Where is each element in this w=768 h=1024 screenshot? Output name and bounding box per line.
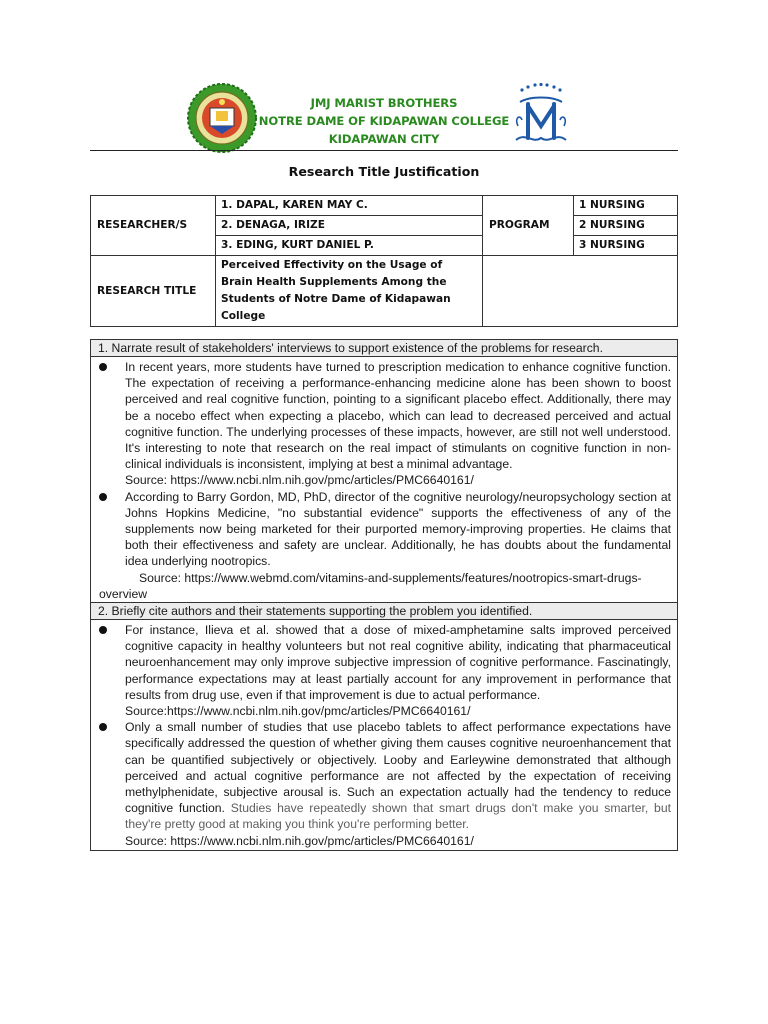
- research-title-label: RESEARCH TITLE: [91, 256, 216, 327]
- section-2-heading: 2. Briefly cite authors and their statements supporting the problem you identified.: [91, 603, 677, 620]
- section-2-paragraph-2-text: Only a small number of studies that use placebo tablets to affect performance expectations have specifically addressed the question of whether giving them causes cognitive neuroenhancement that can be quantified subjectively or objectively. Looby and Earleywine demonstrated that although perceived and actual cognitive performance are not affected by the expectation of receiving methylphenidate, subjective arousal is. Such an expectation actually had the tendency to reduce cognitive function.: [125, 720, 671, 816]
- researcher-info-table: [90, 195, 678, 327]
- header-line-3: KIDAPAWAN CITY: [328, 132, 440, 146]
- researcher-1: 1. DAPAL, KAREN MAY C.: [216, 196, 483, 216]
- school-name-block: [250, 94, 518, 148]
- list-item: [99, 489, 671, 570]
- header-line-1: JMJ MARIST BROTHERS: [310, 96, 458, 110]
- program-1: 1 NURSING: [574, 196, 678, 216]
- researcher-3: 3. EDING, KURT DANIEL P.: [216, 236, 483, 256]
- letterhead: [0, 0, 768, 150]
- list-item: [99, 719, 671, 832]
- section-2-source-1: Source:https://www.ncbi.nlm.nih.gov/pmc/articles/PMC6640161/: [125, 704, 471, 719]
- section-1-source-2-text: Source: https://www.webmd.com/vitamins-and-supplements/features/nootropics-smart-drugs-overview: [99, 570, 642, 601]
- section-2-source-2: Source: https://www.ncbi.nlm.nih.gov/pmc/articles/PMC6640161/: [125, 833, 474, 848]
- research-title-value: Perceived Effectivity on the Usage of Brain Health Supplements Among the Students of Notre Dame of Kidapawan College: [216, 256, 483, 327]
- section-2-paragraph-2: [125, 719, 671, 832]
- section-2-paragraph-1: For instance, Ilieva et al. showed that a dose of mixed-amphetamine salts improved perceived cognitive capacity in healthy volunteers but not real cognitive ability, indicating that pharmaceutical neuroenhancement may only improve subjective impression of cognitive performance. Fascinatingly, performance expectations may at least partially account for any improvement in performance that results from drug use, even if that improvement is due to actual performance.: [125, 623, 671, 702]
- section-1-paragraph-1: In recent years, more students have turned to prescription medication to enhance cognitive function. The expectation of receiving a performance-enhancing medicine alone has been shown to boost perceived and real cognitive function, pointing to a significant placebo effect. Additionally, there may be a nocebo effect when expecting a placebo, which can lead to decreased perceived and actual cognitive function. The underlying processes of these impacts, however, are still not well understood. It's interesting to note that research on the real impact of stimulants on cognitive function in non-clinical individuals is inconsistent, implying at best a minimal advantage.: [125, 360, 671, 472]
- section-1-body: [91, 357, 677, 603]
- section-2-item-1: [125, 622, 671, 719]
- program-2: 2 NURSING: [574, 216, 678, 236]
- bullet-icon: [99, 723, 107, 731]
- header-divider: [90, 150, 678, 151]
- justification-table: [90, 339, 678, 851]
- researchers-label: RESEARCHER/S: [91, 196, 216, 256]
- program-3: 3 NURSING: [574, 236, 678, 256]
- section-2-paragraph-2-gray: Studies have repeatedly shown that smart drugs don't make you smarter, but they're pretty good at making you think you're performing better.: [125, 801, 671, 832]
- section-1-source-2: [99, 570, 671, 602]
- research-title-blank: [483, 256, 678, 327]
- program-label: PROGRAM: [483, 196, 574, 256]
- researcher-2: 2. DENAGA, IRIZE: [216, 216, 483, 236]
- document-title: Research Title Justification: [288, 164, 480, 179]
- header-line-2: NOTRE DAME OF KIDAPAWAN COLLEGE: [258, 114, 510, 128]
- list-item: [99, 359, 671, 472]
- bullet-icon: [99, 493, 107, 501]
- section-1-paragraph-2: According to Barry Gordon, MD, PhD, director of the cognitive neurology/neuropsychology section at Johns Hopkins Medicine, "no substantial evidence" supports the effectiveness of any of the supplements now being marketed for their purported memory-improving properties. He claims that both their effectiveness and safety are unclear. Additionally, he has doubts about the fundamental idea underlying nootropics.: [125, 489, 671, 569]
- college-seal-icon: [186, 82, 258, 154]
- section-1-heading: 1. Narrate result of stakeholders' interviews to support existence of the problems for research.: [91, 340, 677, 357]
- section-2-body: [91, 620, 677, 849]
- bullet-icon: [99, 626, 107, 634]
- bullet-icon: [99, 363, 107, 371]
- list-item: [99, 622, 671, 719]
- marist-monogram-icon: [508, 80, 574, 148]
- section-1-source-1: Source: https://www.ncbi.nlm.nih.gov/pmc/articles/PMC6640161/: [125, 473, 474, 488]
